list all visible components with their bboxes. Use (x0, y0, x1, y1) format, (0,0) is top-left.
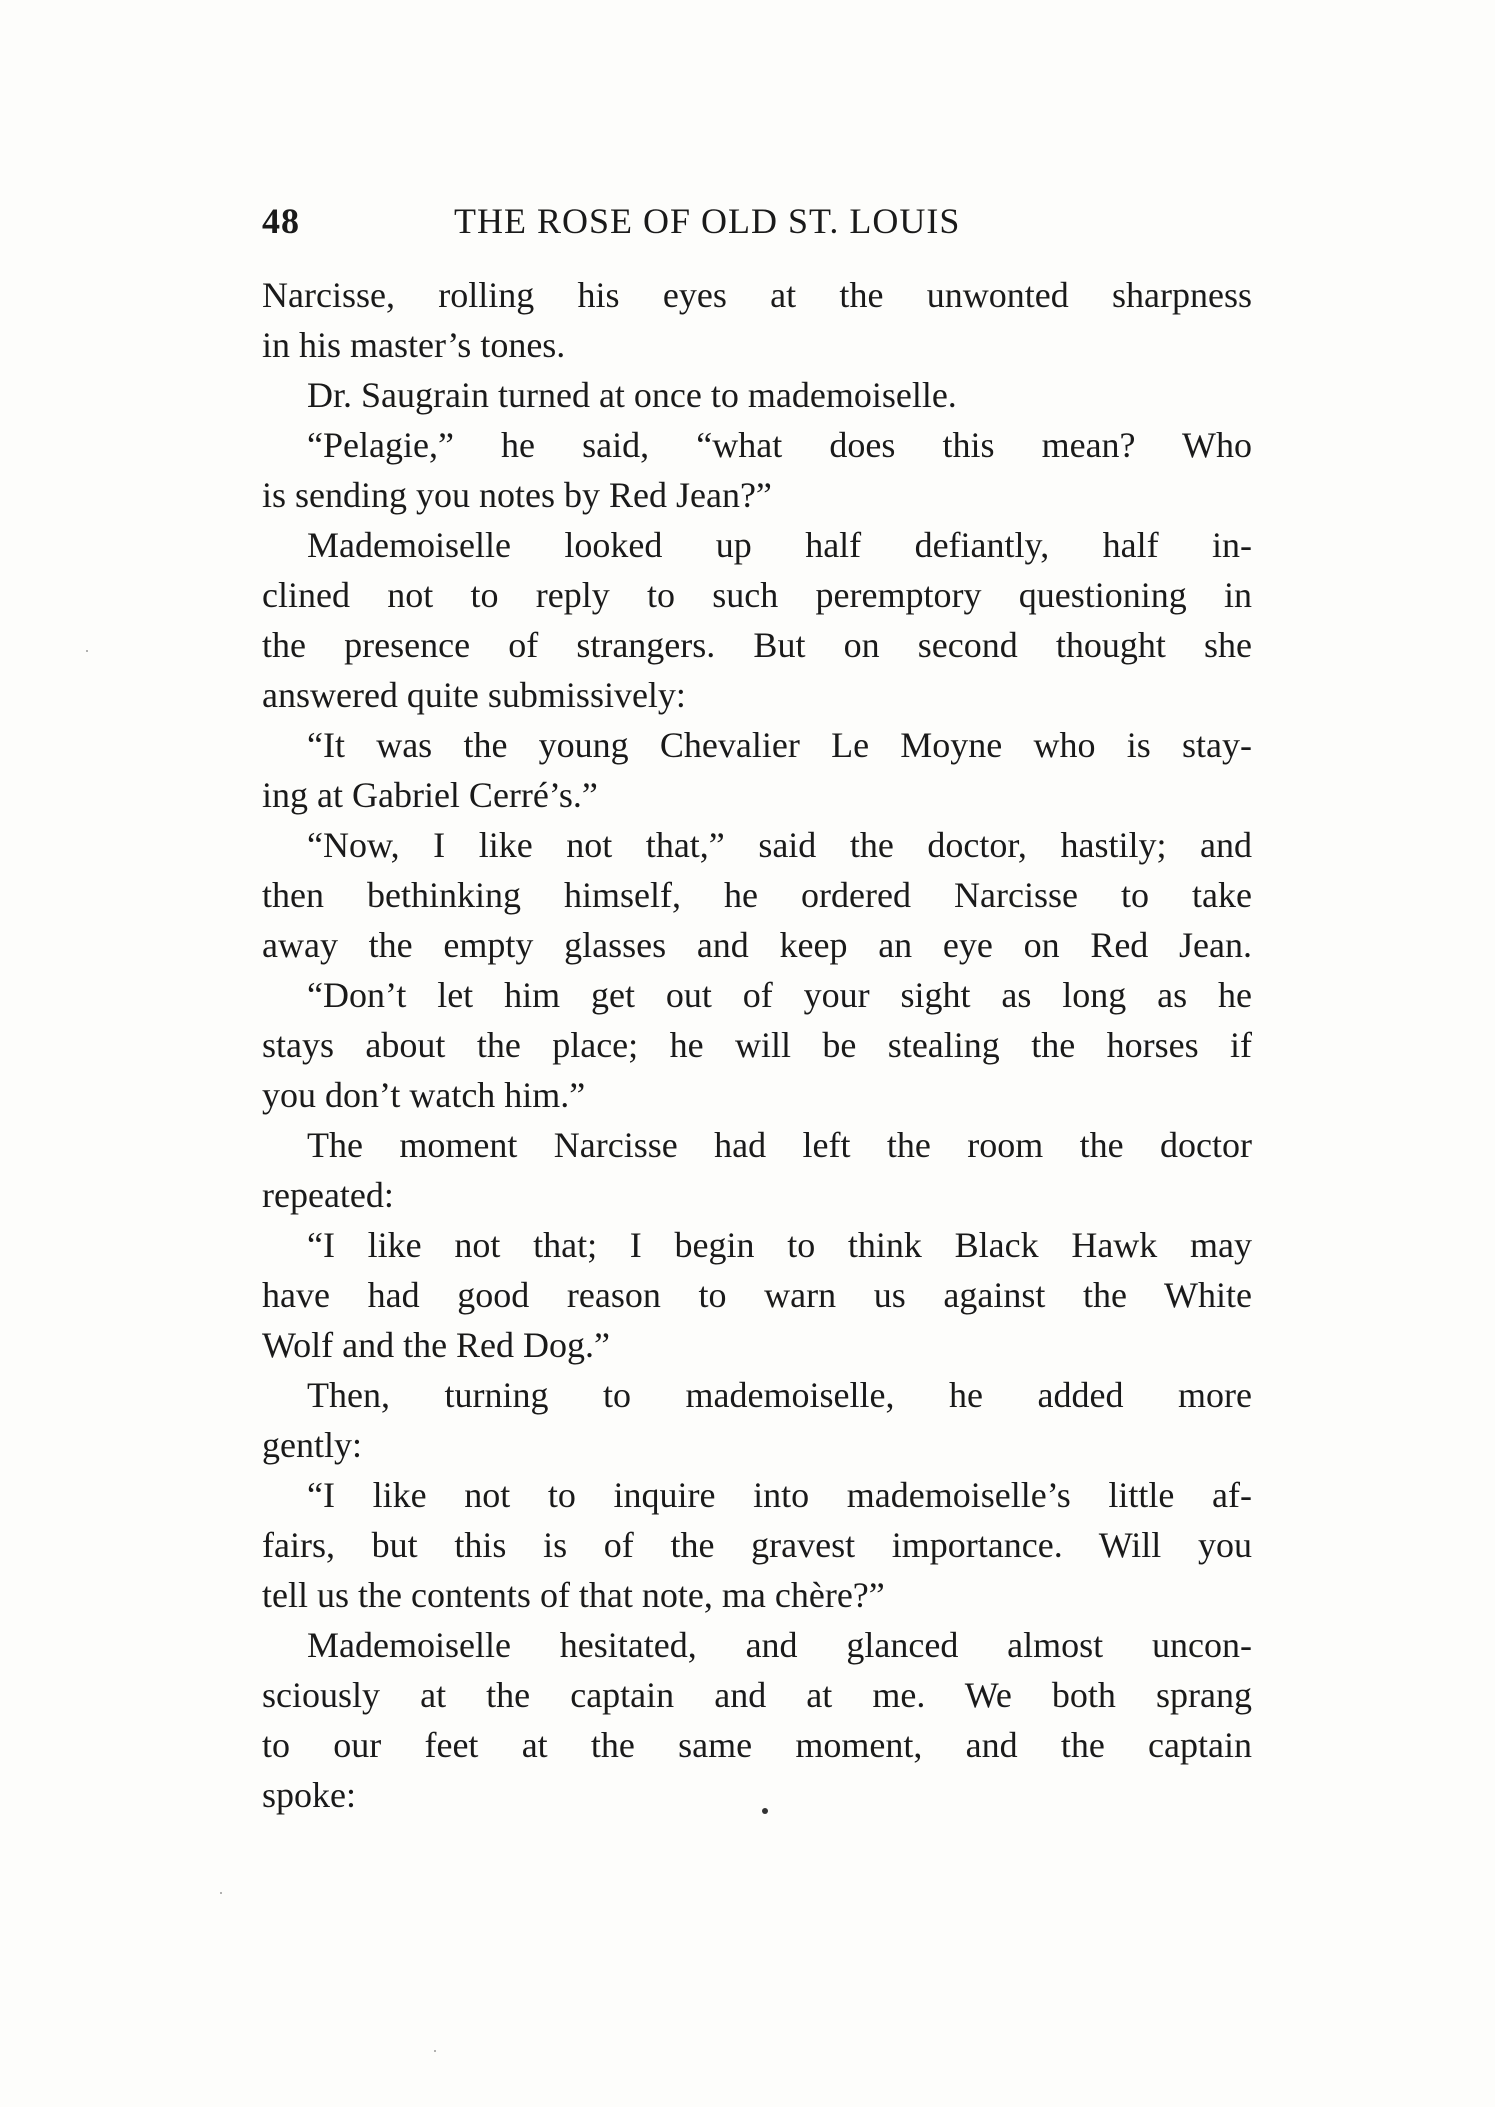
text-line: “It was the young Chevalier Le Moyne who is stay- (307, 725, 1252, 765)
paper-speck (86, 650, 88, 652)
text-line: Mademoiselle hesitated, and glanced almost uncon- (307, 1625, 1252, 1665)
text-line: clined not to reply to such peremptory questioning in (262, 575, 1252, 615)
text-line: fairs, but this is of the gravest importance. Will you (262, 1525, 1252, 1565)
page-number: 48 (262, 201, 300, 241)
text-line: have had good reason to warn us against the White (262, 1275, 1252, 1315)
text-line: sciously at the captain and at me. We both sprang (262, 1675, 1252, 1715)
text-line: gently: (262, 1425, 362, 1465)
text-line: “I like not that; I begin to think Black Hawk may (307, 1225, 1252, 1265)
text-line: the presence of strangers. But on second thought she (262, 625, 1252, 665)
text-line: then bethinking himself, he ordered Narcisse to take (262, 875, 1252, 915)
text-line: Mademoiselle looked up half defiantly, half in- (307, 525, 1252, 565)
text-line: in his master’s tones. (262, 325, 566, 365)
text-line: tell us the contents of that note, ma chère?” (262, 1575, 885, 1615)
text-line: “Now, I like not that,” said the doctor, hastily; and (307, 825, 1252, 865)
ink-dot (762, 1808, 768, 1814)
text-line: ing at Gabriel Cerré’s.” (262, 775, 598, 815)
text-line: repeated: (262, 1175, 394, 1215)
text-line: stays about the place; he will be stealing the horses if (262, 1025, 1252, 1065)
text-line: Then, turning to mademoiselle, he added more (307, 1375, 1252, 1415)
body-text (262, 270, 1252, 1820)
text-line: you don’t watch him.” (262, 1075, 586, 1115)
text-line: away the empty glasses and keep an eye on Red Jean. (262, 925, 1252, 965)
text-line: “I like not to inquire into mademoiselle’s little af- (307, 1475, 1252, 1515)
text-line: Dr. Saugrain turned at once to mademoiselle. (307, 375, 957, 415)
book-title: THE ROSE OF OLD ST. LOUIS (454, 201, 961, 241)
text-line: Wolf and the Red Dog.” (262, 1325, 611, 1365)
paper-speck (434, 2050, 436, 2052)
text-line: The moment Narcisse had left the room the doctor (307, 1125, 1252, 1165)
text-line: “Pelagie,” he said, “what does this mean? Who (307, 425, 1252, 465)
text-line: to our feet at the same moment, and the captain (262, 1725, 1252, 1765)
text-line: Narcisse, rolling his eyes at the unwonted sharpness (262, 275, 1252, 315)
text-line: spoke: (262, 1775, 356, 1815)
text-line: “Don’t let him get out of your sight as long as he (307, 975, 1252, 1015)
text-line: answered quite submissively: (262, 675, 686, 715)
text-line: is sending you notes by Red Jean?” (262, 475, 772, 515)
paper-speck (220, 1892, 222, 1894)
running-head (262, 196, 1252, 246)
